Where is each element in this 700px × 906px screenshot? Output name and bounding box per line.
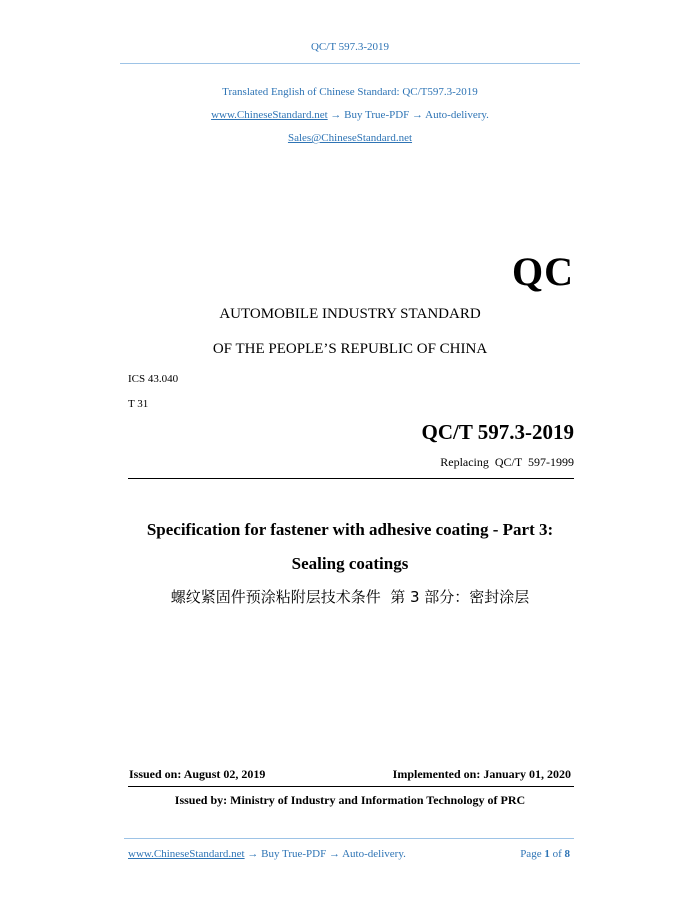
page-current: 1 bbox=[544, 848, 550, 860]
classification-code: T 31 bbox=[128, 398, 149, 410]
purchase-line bbox=[0, 109, 700, 121]
header-divider bbox=[120, 63, 580, 64]
ics-code: ICS 43.040 bbox=[128, 373, 179, 385]
qc-logo: QC bbox=[512, 249, 574, 294]
replacing-note: Replacing QC/T 597-1999 bbox=[440, 455, 574, 469]
email-link[interactable]: Sales@ChineseStandard.net bbox=[287, 132, 413, 144]
email-line bbox=[0, 132, 700, 144]
footer-purchase-text: → Buy True-PDF → Auto-delivery. bbox=[247, 848, 406, 860]
implemented-date: Implemented on: January 01, 2020 bbox=[392, 767, 571, 781]
page-indicator bbox=[520, 848, 570, 860]
translation-notice: Translated English of Chinese Standard: QC/T597.3-2019 bbox=[222, 86, 478, 98]
issuer: Issued by: Ministry of Industry and Information Technology of PRC bbox=[174, 793, 526, 807]
purchase-text: → Buy True-PDF → Auto-delivery. bbox=[330, 109, 489, 121]
page-total: 8 bbox=[564, 848, 570, 860]
footer-divider bbox=[124, 838, 574, 839]
running-header: QC/T 597.3-2019 bbox=[310, 41, 390, 53]
issued-date: Issued on: August 02, 2019 bbox=[129, 767, 266, 781]
dates-divider bbox=[128, 786, 574, 787]
footer-purchase-line bbox=[128, 848, 406, 860]
title-divider bbox=[128, 478, 574, 479]
footer-site-link[interactable]: www.ChineseStandard.net bbox=[128, 848, 245, 860]
site-link[interactable]: www.ChineseStandard.net bbox=[211, 109, 328, 121]
page-of: of bbox=[552, 848, 562, 860]
standard-number: QC/T 597.3-2019 bbox=[421, 420, 574, 444]
chinese-title: 螺纹紧固件预涂粘附层技术条件 第 3 部分：密封涂层 bbox=[170, 588, 530, 606]
document-title-line1: Specification for fastener with adhesive coating - Part 3: bbox=[146, 520, 554, 539]
standard-type-line2: OF THE PEOPLE’S REPUBLIC OF CHINA bbox=[212, 341, 488, 357]
standard-type-line1: AUTOMOBILE INDUSTRY STANDARD bbox=[219, 306, 481, 322]
page-label: Page bbox=[520, 848, 542, 860]
document-title-line2: Sealing coatings bbox=[291, 554, 409, 573]
